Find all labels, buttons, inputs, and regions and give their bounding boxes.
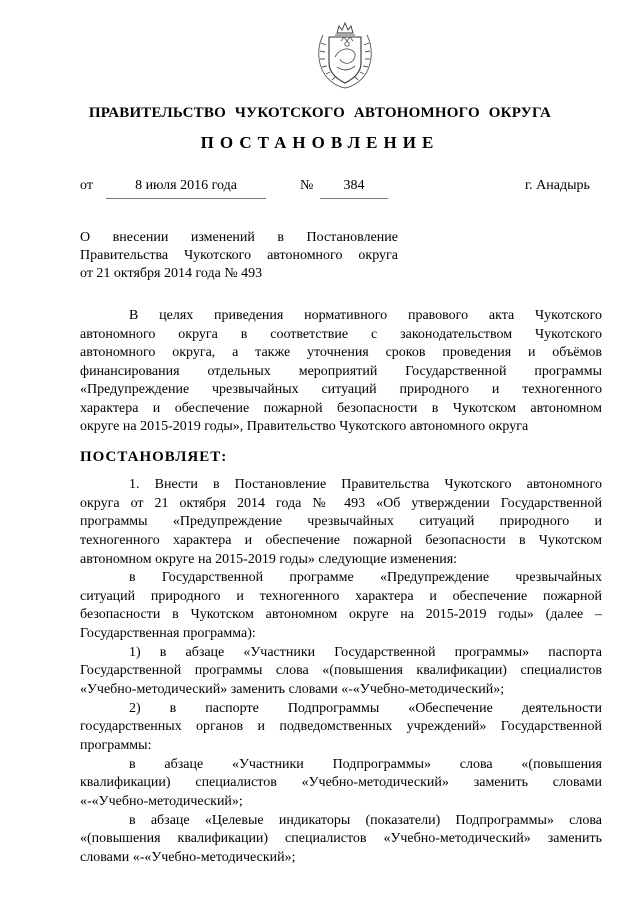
- text-line: в Государственной программе «Предупреждение чрезвычайных: [129, 570, 602, 586]
- text-line: автономного округа, а также уточнения сроков проведения и объёмов: [80, 345, 602, 360]
- decree-title: ПОСТАНОВЛЕНИЕ: [200, 133, 440, 152]
- subject-line: О внесении изменений в Постановление: [80, 230, 398, 245]
- text-line: в абзаце «Целевые индикаторы (показатели) Подпрограммы» слова: [129, 812, 602, 828]
- text-line: «Учебно-методический» заменить словами «-«Учебно-методический»;: [80, 682, 505, 698]
- decree-number: 384: [320, 178, 388, 199]
- text-line: «-«Учебно-методический»;: [80, 793, 243, 809]
- government-title: ПРАВИТЕЛЬСТВО ЧУКОТСКОГО АВТОНОМНОГО ОКРУГА: [88, 105, 552, 121]
- text-line: словами «-«Учебно-методический»;: [80, 849, 296, 865]
- date-prefix: от: [80, 178, 93, 193]
- text-line: государственных органов и подведомственных учреждений» Государственной: [80, 719, 602, 735]
- text-line: 2) в паспорте Подпрограммы «Обеспечение деятельности: [129, 700, 602, 716]
- decree-date: 8 июля 2016 года: [106, 178, 266, 199]
- text-line: техногенного характера и обеспечение пожарной безопасности в Чукотском: [80, 532, 602, 548]
- city-name: г. Анадырь: [525, 178, 590, 193]
- text-line: 1. Внести в Постановление Правительства Чукотского автономного: [129, 477, 602, 492]
- decree-body: [80, 476, 602, 867]
- text-line: ситуаций природного и техногенного характера и обеспечение пожарной: [80, 588, 602, 604]
- text-line: «Предупреждение чрезвычайных ситуаций природного и техногенного: [80, 382, 602, 397]
- text-line: программы:: [80, 737, 152, 753]
- text-line: В целях приведения нормативного правового акта Чукотского: [129, 308, 602, 323]
- text-line: характера и обеспечение пожарной безопасности в Чукотском автономном: [80, 400, 602, 416]
- text-line: финансирования отдельных мероприятий Государственной программы: [80, 363, 602, 379]
- text-line: Государственная программа):: [80, 626, 256, 642]
- text-line: округа от 21 октября 2014 года № 493 «Об утверждении Государственной: [80, 495, 602, 511]
- text-line: 1) в абзаце «Участники Государственной программы» паспорта: [129, 644, 602, 660]
- number-sign: №: [300, 178, 314, 193]
- subject-line: от 21 октября 2014 года № 493: [80, 266, 263, 281]
- decree-subject: [80, 229, 398, 283]
- text-line: «(повышения квалификации) специалистов «Учебно-методический» заменить: [80, 831, 602, 847]
- text-line: автономного округа в соответствие с законодательством Чукотского: [80, 326, 602, 342]
- subject-line: Правительства Чукотского автономного округа: [80, 248, 398, 263]
- text-line: в абзаце «Участники Подпрограммы» слова «(повышения: [129, 756, 602, 772]
- text-line: безопасности в Чукотском автономном округе на 2015-2019 годы» (далее –: [80, 607, 602, 623]
- text-line: округе на 2015-2019 годы», Правительство Чукотского автономного округа: [80, 419, 529, 434]
- text-line: квалификации) специалистов «Учебно-методический» заменить словами: [80, 775, 602, 791]
- preamble-paragraph: [80, 307, 602, 437]
- text-line: Государственной программы слова «(повышения квалификации) специалистов: [80, 663, 602, 679]
- text-line: автономном округе на 2015-2019 годы» следующие изменения:: [80, 551, 458, 567]
- text-line: программы «Предупреждение чрезвычайных ситуаций природного и: [80, 514, 602, 530]
- coat-of-arms-icon: [313, 17, 377, 91]
- resolves-heading: ПОСТАНОВЛЯЕТ:: [80, 449, 228, 465]
